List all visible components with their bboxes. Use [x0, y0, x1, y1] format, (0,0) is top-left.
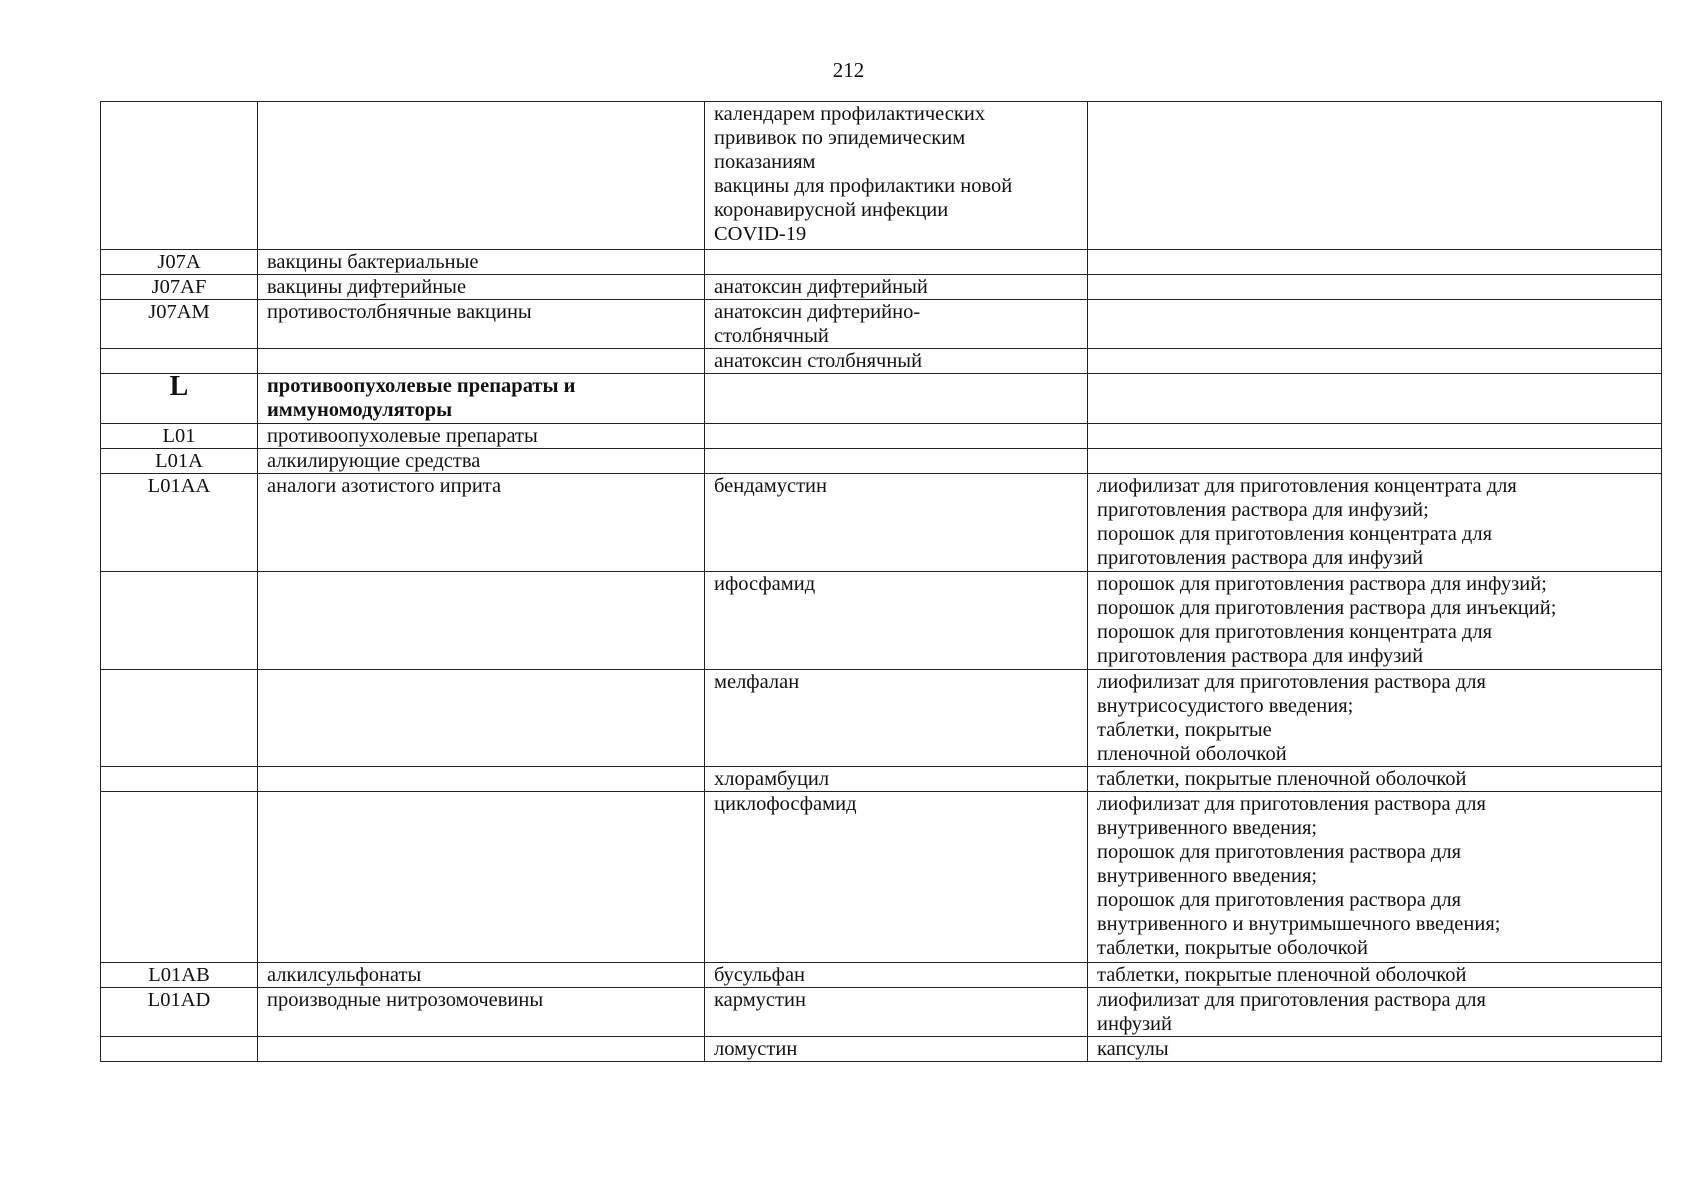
table-body	[101, 102, 1662, 1062]
substance-cell	[705, 572, 1088, 670]
atc-code-cell: J07AM	[101, 300, 258, 349]
cell-text-line: таблетки, покрытые	[1097, 719, 1272, 741]
substance-cell	[705, 963, 1088, 988]
dosage-forms-cell	[1088, 963, 1662, 988]
cell-text-line: капсулы	[1097, 1038, 1169, 1060]
page-number: 212	[832, 58, 865, 82]
atc-code-cell: L01AA	[101, 474, 258, 572]
table-row	[101, 474, 1662, 572]
table-row	[101, 572, 1662, 670]
cell-text-line: таблетки, покрытые пленочной оболочкой	[1097, 768, 1467, 790]
atc-group-cell	[258, 449, 705, 474]
cell-text-line: внутривенного введения;	[1097, 817, 1318, 839]
table-row	[101, 988, 1662, 1037]
cell-text-line: столбнячный	[714, 325, 829, 347]
substance-cell	[705, 767, 1088, 792]
cell-text-line: алкилсульфонаты	[267, 964, 422, 986]
substance-cell	[705, 349, 1088, 374]
atc-code-cell	[101, 572, 258, 670]
atc-code-cell: L01AD	[101, 988, 258, 1037]
cell-text-line: лиофилизат для приготовления концентрата для	[1097, 475, 1517, 497]
substance-cell	[705, 250, 1088, 275]
table-row	[101, 300, 1662, 349]
atc-code-cell: L	[101, 374, 258, 424]
dosage-forms-cell	[1088, 792, 1662, 963]
cell-text-line: порошок для приготовления концентрата для	[1097, 621, 1493, 643]
atc-code-cell	[101, 1037, 258, 1062]
drug-table	[100, 101, 1662, 1062]
cell-text-line: лиофилизат для приготовления раствора для	[1097, 671, 1486, 693]
cell-text-line: бусульфан	[714, 964, 806, 986]
dosage-forms-cell	[1088, 250, 1662, 275]
atc-group-cell	[258, 250, 705, 275]
dosage-forms-cell	[1088, 1037, 1662, 1062]
atc-group-cell	[258, 300, 705, 349]
table-row	[101, 349, 1662, 374]
dosage-forms-cell	[1088, 767, 1662, 792]
substance-cell	[705, 275, 1088, 300]
cell-text-line: мелфалан	[714, 671, 800, 693]
substance-cell	[705, 449, 1088, 474]
cell-text-line: прививок по эпидемическим	[714, 127, 966, 149]
table-row	[101, 250, 1662, 275]
table-row	[101, 374, 1662, 424]
table-row	[101, 1037, 1662, 1062]
table-row	[101, 102, 1662, 250]
cell-text-line: производные нитрозомочевины	[267, 989, 544, 1011]
atc-group-cell	[258, 792, 705, 963]
cell-text-line: ломустин	[714, 1038, 798, 1060]
cell-text-line: календарем профилактических	[714, 103, 986, 125]
table-row	[101, 670, 1662, 767]
substance-cell	[705, 988, 1088, 1037]
cell-text-line: лиофилизат для приготовления раствора для	[1097, 989, 1486, 1011]
table-row	[101, 767, 1662, 792]
substance-cell	[705, 424, 1088, 449]
dosage-forms-cell	[1088, 424, 1662, 449]
substance-cell	[705, 300, 1088, 349]
dosage-forms-cell	[1088, 300, 1662, 349]
atc-group-cell	[258, 474, 705, 572]
atc-code-cell	[101, 349, 258, 374]
table-row	[101, 275, 1662, 300]
cell-text-line: таблетки, покрытые пленочной оболочкой	[1097, 964, 1467, 986]
dosage-forms-cell	[1088, 449, 1662, 474]
cell-text-line: анатоксин дифтерийный	[714, 276, 928, 298]
cell-text-line: бендамустин	[714, 475, 827, 497]
cell-text-line: вакцины дифтерийные	[267, 276, 467, 298]
cell-text-line: вакцины для профилактики новой	[714, 175, 1013, 197]
atc-code-cell: L01	[101, 424, 258, 449]
cell-text-line: аналоги азотистого иприта	[267, 475, 502, 497]
cell-text-line: внутривенного и внутримышечного введения;	[1097, 913, 1501, 935]
atc-group-cell	[258, 988, 705, 1037]
atc-group-cell	[258, 102, 705, 250]
dosage-forms-cell	[1088, 374, 1662, 424]
atc-group-cell	[258, 374, 705, 424]
dosage-forms-cell	[1088, 988, 1662, 1037]
cell-text-line: анатоксин столбнячный	[714, 350, 923, 372]
atc-code-cell	[101, 792, 258, 963]
cell-text-line: порошок для приготовления раствора для инъекций;	[1097, 597, 1557, 619]
cell-text-line: вакцины бактериальные	[267, 251, 479, 273]
substance-cell	[705, 1037, 1088, 1062]
dosage-forms-cell	[1088, 474, 1662, 572]
atc-code-cell: J07A	[101, 250, 258, 275]
substance-cell	[705, 792, 1088, 963]
cell-text-line: порошок для приготовления раствора для	[1097, 841, 1462, 863]
atc-group-cell	[258, 1037, 705, 1062]
cell-text-line: приготовления раствора для инфузий;	[1097, 499, 1429, 521]
dosage-forms-cell	[1088, 572, 1662, 670]
cell-text-line: противоопухолевые препараты	[267, 425, 538, 447]
cell-text-line: приготовления раствора для инфузий	[1097, 645, 1424, 667]
cell-text-line: инфузий	[1097, 1013, 1173, 1035]
dosage-forms-cell	[1088, 349, 1662, 374]
atc-group-cell	[258, 275, 705, 300]
table-row	[101, 449, 1662, 474]
table-row	[101, 424, 1662, 449]
table-row	[101, 963, 1662, 988]
cell-text-line: алкилирующие средства	[267, 450, 481, 472]
cell-text-line: ифосфамид	[714, 573, 816, 595]
substance-cell	[705, 102, 1088, 250]
dosage-forms-cell	[1088, 670, 1662, 767]
atc-code-cell: L01A	[101, 449, 258, 474]
substance-cell	[705, 670, 1088, 767]
cell-text-line: циклофосфамид	[714, 793, 857, 815]
atc-code-cell: L01AB	[101, 963, 258, 988]
atc-group-cell	[258, 767, 705, 792]
atc-group-cell	[258, 349, 705, 374]
cell-text-line: порошок для приготовления раствора для инфузий;	[1097, 573, 1547, 595]
substance-cell	[705, 374, 1088, 424]
atc-group-cell	[258, 963, 705, 988]
table-row	[101, 792, 1662, 963]
cell-text-line: порошок для приготовления концентрата для	[1097, 523, 1493, 545]
atc-group-cell	[258, 572, 705, 670]
substance-cell	[705, 474, 1088, 572]
cell-text-line: анатоксин дифтерийно-	[714, 301, 921, 323]
atc-code-cell	[101, 670, 258, 767]
atc-group-cell	[258, 424, 705, 449]
cell-text-line: порошок для приготовления раствора для	[1097, 889, 1462, 911]
atc-code-cell	[101, 767, 258, 792]
cell-text-line: внутривенного введения;	[1097, 865, 1318, 887]
dosage-forms-cell	[1088, 275, 1662, 300]
atc-group-cell	[258, 670, 705, 767]
cell-text-line: лиофилизат для приготовления раствора для	[1097, 793, 1486, 815]
cell-text-line: показаниям	[714, 151, 816, 173]
cell-text-line: пленочной оболочкой	[1097, 743, 1287, 765]
cell-text-line: кармустин	[714, 989, 806, 1011]
cell-text-line: COVID-19	[714, 223, 807, 245]
cell-text-line: приготовления раствора для инфузий	[1097, 547, 1424, 569]
cell-text-line: противоопухолевые препараты и	[267, 375, 576, 397]
cell-text-line: хлорамбуцил	[714, 768, 830, 790]
atc-code-cell: J07AF	[101, 275, 258, 300]
cell-text-line: противостолбнячные вакцины	[267, 301, 532, 323]
cell-text-line: внутрисосудистого введения;	[1097, 695, 1354, 717]
cell-text-line: иммуномодуляторы	[267, 399, 453, 421]
dosage-forms-cell	[1088, 102, 1662, 250]
atc-code-cell	[101, 102, 258, 250]
cell-text-line: таблетки, покрытые оболочкой	[1097, 937, 1368, 959]
cell-text-line: коронавирусной инфекции	[714, 199, 949, 221]
